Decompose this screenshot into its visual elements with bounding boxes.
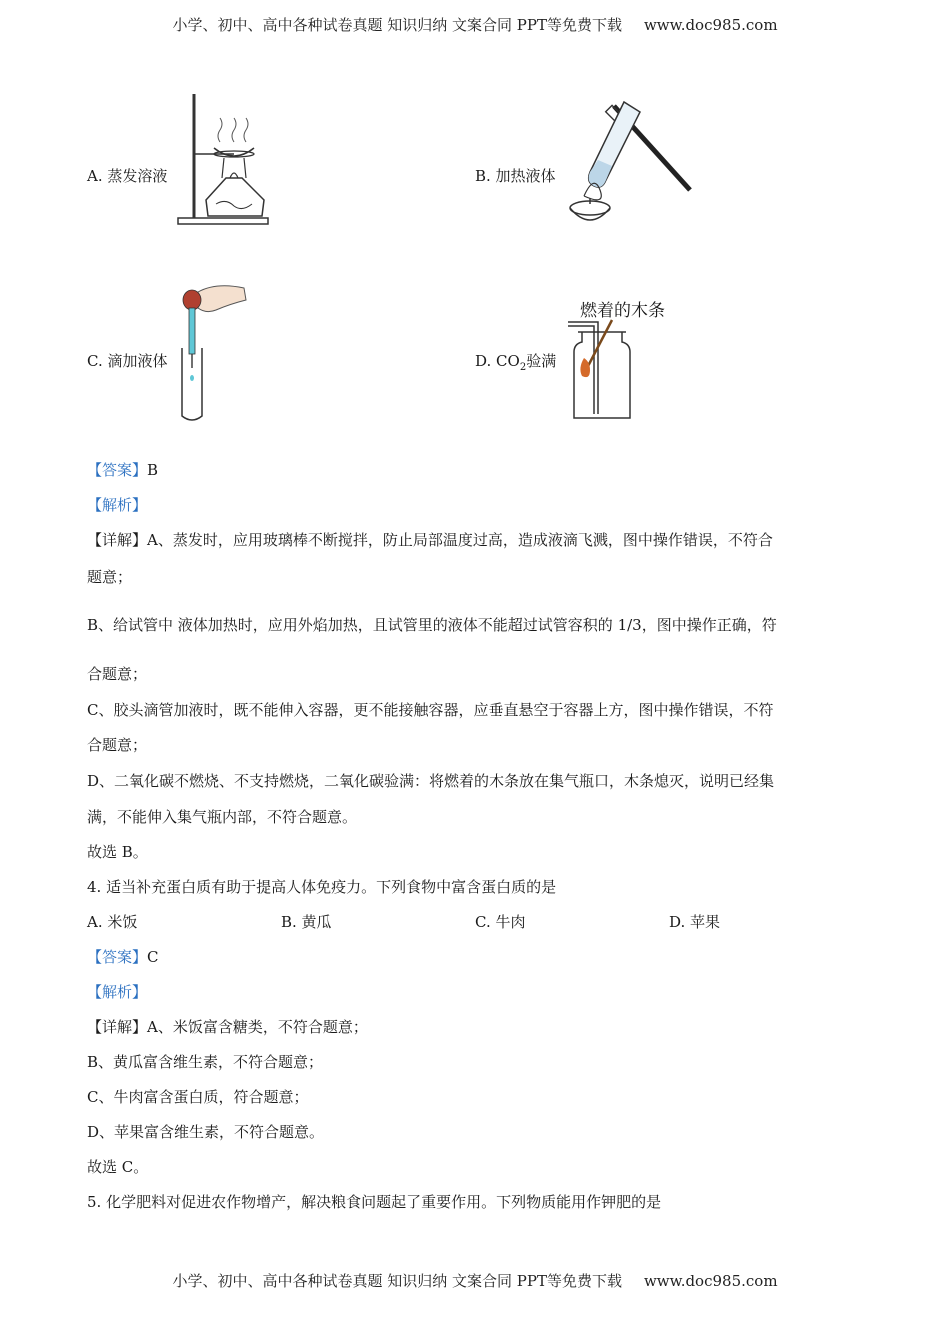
answer-value: B <box>147 461 159 479</box>
option-a-label: A. 蒸发溶液 <box>87 167 168 185</box>
q4-analysis-tag: 【解析】 <box>87 983 148 1001</box>
page-footer <box>0 1270 950 1291</box>
option-c-label: C. 滴加液体 <box>87 352 168 370</box>
q4-detail-b: B、黄瓜富含维生素，不符合题意； <box>87 1053 324 1071</box>
q4-choice-a: A. 米饭 <box>87 913 138 931</box>
q4-conclusion: 故选 C。 <box>87 1158 149 1176</box>
q3-detail-d: D、二氧化碳不燃烧、不支持燃烧，二氧化碳验满：将燃着的木条放在集气瓶口，木条熄灭，说明已经集 <box>87 772 775 790</box>
q3-detail-c-cont: 合题意； <box>87 736 148 754</box>
footer-url[interactable]: www.doc985.com <box>643 1272 778 1290</box>
heating-liquid-figure <box>564 100 696 236</box>
answer-value: C <box>147 948 159 966</box>
option-d-label <box>475 350 556 373</box>
option-b-label: B. 加热液体 <box>475 167 556 185</box>
footer-text: 小学、初中、高中各种试卷真题 知识归纳 文案合同 PPT等免费下载 <box>172 1272 622 1290</box>
q3-detail-a <box>87 529 773 550</box>
q3-detail-d-cont: 满，不能伸入集气瓶内部，不符合题意。 <box>87 808 358 826</box>
q3-conclusion: 故选 B。 <box>87 843 148 861</box>
dropper-tube-figure <box>176 280 250 424</box>
co2-collection-figure <box>566 318 638 422</box>
q3-analysis-tag: 【解析】 <box>87 496 148 514</box>
q4-question: 4. 适当补充蛋白质有助于提高人体免疫力。下列食物中富含蛋白质的是 <box>87 878 557 896</box>
option-d-label-post: 验满 <box>526 352 557 370</box>
q4-detail-c: C、牛肉富含蛋白质，符合题意； <box>87 1088 309 1106</box>
detail-tag: 【详解】 <box>87 531 148 549</box>
detail-a-text: A、蒸发时，应用玻璃棒不断搅拌，防止局部温度过高，造成液滴飞溅，图中操作错误，不符合 <box>147 531 773 549</box>
q3-answer <box>87 459 158 480</box>
q3-detail-a-cont: 题意； <box>87 568 133 586</box>
answer-tag: 【答案】 <box>87 948 148 966</box>
header-text: 小学、初中、高中各种试卷真题 知识归纳 文案合同 PPT等免费下载 <box>172 16 622 34</box>
q4-choice-d: D. 苹果 <box>669 913 721 931</box>
q4-detail-d: D、苹果富含维生素，不符合题意。 <box>87 1123 325 1141</box>
q3-detail-c: C、胶头滴管加液时，既不能伸入容器，更不能接触容器，应垂直悬空于容器上方，图中操作错误，不符 <box>87 701 774 719</box>
answer-tag: 【答案】 <box>87 461 148 479</box>
q4-choice-c: C. 牛肉 <box>475 913 526 931</box>
q3-detail-b-cont: 合题意； <box>87 665 148 683</box>
q3-detail-b: B、给试管中 液体加热时，应用外焰加热，且试管里的液体不能超过试管容积的 1/3，图中操作正确，符 <box>87 616 777 634</box>
page-header <box>0 14 950 35</box>
detail-a-text: A、米饭富含糖类，不符合题意； <box>147 1018 368 1036</box>
detail-tag: 【详解】 <box>87 1018 148 1036</box>
evaporation-apparatus-figure <box>176 92 272 228</box>
q4-choice-b: B. 黄瓜 <box>281 913 332 931</box>
header-url[interactable]: www.doc985.com <box>643 16 778 34</box>
option-d-label-pre: D. CO <box>475 352 520 370</box>
q5-question: 5. 化学肥料对促进农作物增产，解决粮食问题起了重要作用。下列物质能用作钾肥的是 <box>87 1193 662 1211</box>
q4-detail-a <box>87 1016 368 1037</box>
q4-answer <box>87 946 159 967</box>
burning-stick-label: 燃着的木条 <box>580 301 665 321</box>
option-d-label-sub: 2 <box>519 362 527 373</box>
